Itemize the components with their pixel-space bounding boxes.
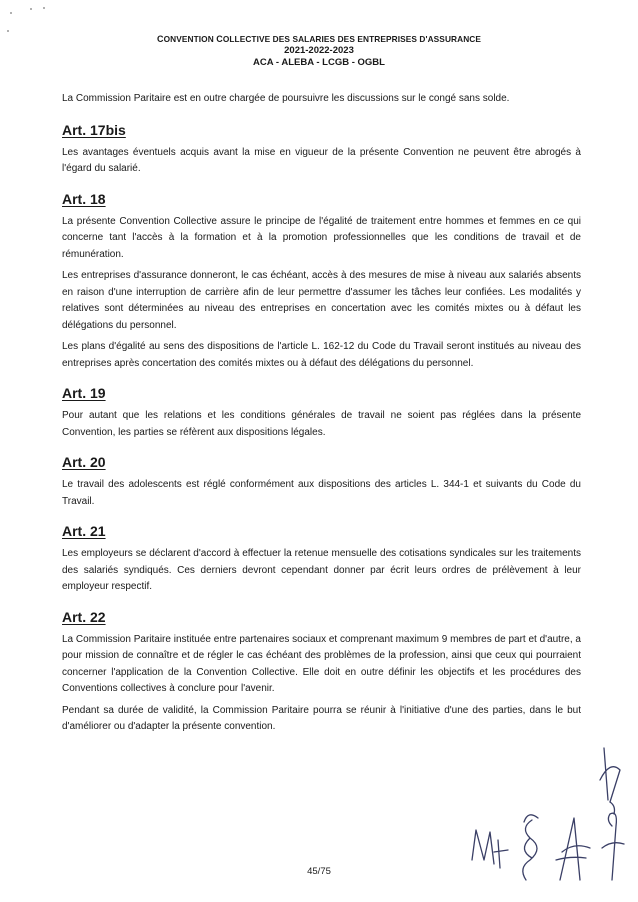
scan-speck <box>43 7 45 9</box>
article-paragraph: Les plans d'égalité au sens des dispositions de l'article L. 162-12 du Code du Travail seront institués au niveau des entreprises après concertation des comités mixtes ou à défaut des délégations du personnel. <box>62 341 581 369</box>
intro-paragraph: La Commission Paritaire est en outre chargée de poursuivre les discussions sur le congé sans solde. <box>62 93 510 104</box>
article-title: Art. 17bis <box>62 121 126 138</box>
article-title: Art. 21 <box>62 523 106 539</box>
initial-h-stroke <box>600 748 620 802</box>
header-convention-title: CONVENTION COLLECTIVE DES SALARIES DES ENTREPRISES D'ASSURANCE <box>156 34 482 44</box>
header-parties: ACA - ALEBA - LCGB - OGBL <box>253 57 385 68</box>
article-paragraph: Pour autant que les relations et les conditions générales de travail ne soient pas réglées dans la présente Convention, les parties se réfèrent aux dispositions légales. <box>62 410 581 438</box>
article-title: Art. 18 <box>62 190 106 207</box>
article-18 <box>62 190 581 373</box>
article-paragraph: Les avantages éventuels acquis avant la mise en vigueur de la présente Convention ne peuvent être abrogés à l'égard du salarié. <box>62 146 581 174</box>
article-paragraph: Les employeurs se déclarent d'accord à effectuer la retenue mensuelle des cotisations syndicales sur les traitements des salariés syndiqués. Ces derniers devront cependant donner par écrit leurs ordres de prélèvement à leur employeur respectif. <box>62 548 581 592</box>
article-paragraph: La présente Convention Collective assure le principe de l'égalité de traitement entre hommes et femmes en ce qui concerne tant l'accès à la formation et à la promotion professionnelles que les conditions de travail et de rémunération. <box>62 215 581 260</box>
article-paragraph: Le travail des adolescents est réglé conformément aux dispositions des articles L. 344-1 et suivants du Code du Travail. <box>62 479 581 507</box>
scan-speck <box>7 30 9 32</box>
article-19 <box>62 384 581 441</box>
scan-speck <box>10 12 12 14</box>
scan-speck <box>30 8 32 10</box>
article-title: Art. 22 <box>62 608 106 625</box>
page-number: 45/75 <box>307 866 331 877</box>
article-17bis <box>62 121 581 178</box>
article-21 <box>62 522 581 596</box>
initial-h-tail <box>610 802 615 814</box>
article-paragraph: La Commission Paritaire instituée entre partenaires sociaux et comprenant maximum 9 membres de part et d'autre, a pour mission de connaître et de régler le cas échéant des problèmes de la profession, ainsi que ceux qui pourraient concerner l'application de la Convention Collective. Elle doit en outre définir les objectifs et les procédures des Conventions collectives à conclure pour l'avenir. <box>62 633 581 694</box>
article-paragraph: Pendant sa durée de validité, la Commission Paritaire pourra se réunir à l'initiative d'une des parties, dans le but d'améliorer ou d'adapter la présente convention. <box>62 704 581 732</box>
article-title: Art. 20 <box>62 454 106 470</box>
document-header <box>0 33 638 69</box>
article-title: Art. 19 <box>62 385 106 401</box>
article-paragraph: Les entreprises d'assurance donneront, le cas échéant, accès à des mesures de mise à niveau aux salariés absents en raison d'une interruption de carrière afin de leur permettre d'assumer les tâches leur confiées. Les modalités y relatives sont déterminées au niveau des entreprises en concertation avec les comités mixtes ou à défaut les délégations du personnel. <box>62 270 581 331</box>
document-body <box>62 91 581 748</box>
initial-mt-stroke <box>472 830 508 868</box>
article-22 <box>62 608 581 736</box>
article-20 <box>62 453 581 510</box>
header-years: 2021-2022-2023 <box>284 45 354 56</box>
